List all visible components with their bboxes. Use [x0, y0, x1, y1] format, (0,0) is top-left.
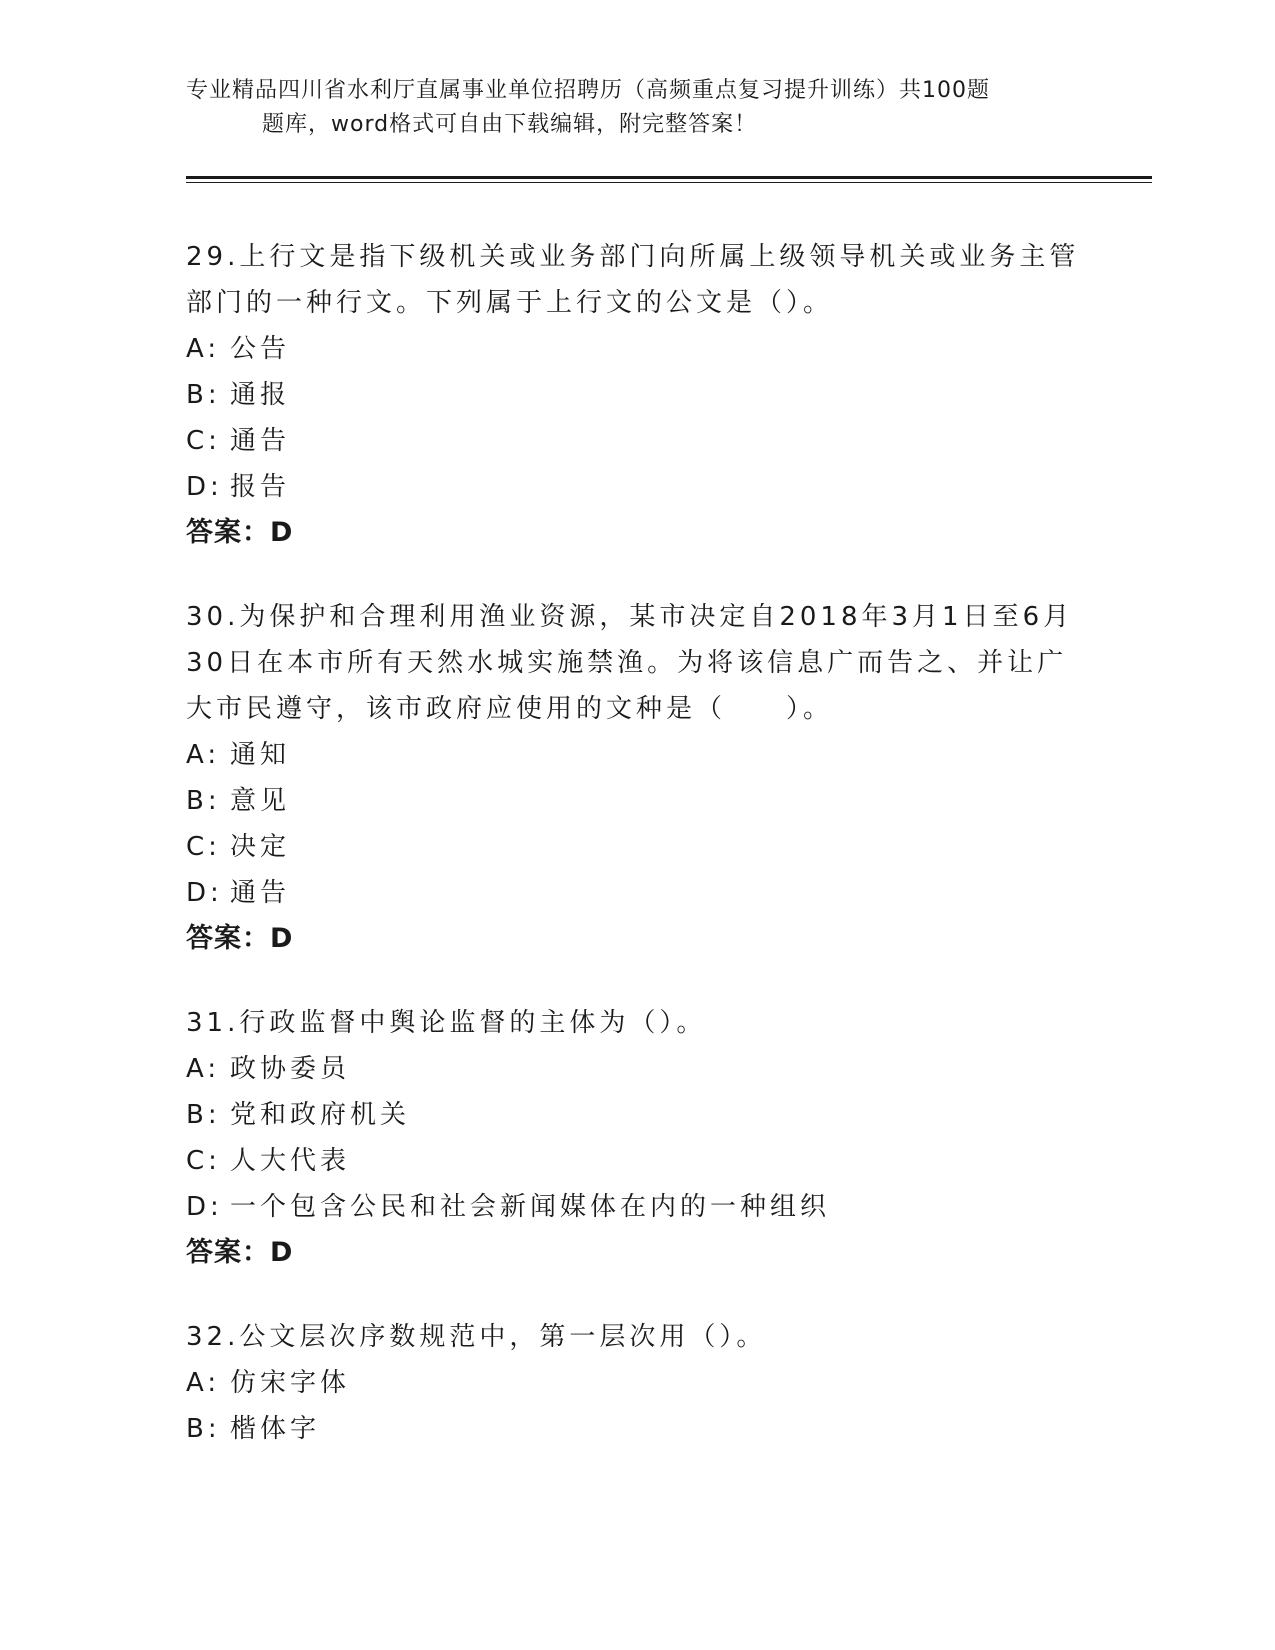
document-header	[186, 74, 1086, 142]
question-29	[186, 234, 1086, 556]
option-letter: D:	[186, 1192, 223, 1222]
header-line-1: 专业精品四川省水利厅直属事业单位招聘历（高频重点复习提升训练）共100题	[186, 78, 990, 103]
option-text: 报告	[230, 472, 291, 502]
option-text: 楷体字	[230, 1414, 321, 1444]
answer-label: 答案：D	[186, 923, 294, 954]
option-a	[186, 326, 1086, 372]
option-text: 决定	[230, 832, 291, 862]
option-letter: A:	[186, 1054, 221, 1084]
option-letter: B:	[186, 380, 221, 410]
option-text: 党和政府机关	[230, 1100, 411, 1130]
option-a	[186, 1360, 1086, 1406]
question-list	[186, 234, 1086, 1490]
option-letter: A:	[186, 1368, 221, 1398]
option-text: 仿宋字体	[230, 1368, 351, 1398]
option-text: 公告	[230, 334, 291, 364]
option-a	[186, 1046, 1086, 1092]
option-text: 政协委员	[230, 1054, 351, 1084]
option-letter: C:	[186, 832, 221, 862]
header-line-2: 题库，word格式可自由下载编辑，附完整答案！	[262, 112, 758, 137]
question-stem: 32.公文层次序数规范中，第一层次用（）。	[186, 1322, 767, 1352]
option-letter: C:	[186, 1146, 221, 1176]
header-divider-thin	[186, 182, 1152, 183]
option-d	[186, 464, 1086, 510]
option-b	[186, 1092, 1086, 1138]
option-a	[186, 732, 1086, 778]
question-stem: 30.为保护和合理利用渔业资源，某市决定自2018年3月1日至6月30日在本市所有天然水城实施禁渔。为将该信息广而告之、并让广大市民遵守，该市政府应使用的文种是（ ）。	[186, 602, 1074, 724]
option-b	[186, 372, 1086, 418]
option-letter: D:	[186, 472, 223, 502]
question-stem: 29.上行文是指下级机关或业务部门向所属上级领导机关或业务主管部门的一种行文。下列属于上行文的公文是（）。	[186, 242, 1080, 318]
option-c	[186, 824, 1086, 870]
option-text: 一个包含公民和社会新闻媒体在内的一种组织	[230, 1192, 831, 1222]
option-d	[186, 870, 1086, 916]
option-text: 人大代表	[230, 1146, 351, 1176]
answer-label: 答案：D	[186, 1237, 294, 1268]
option-text: 通告	[230, 878, 291, 908]
question-31	[186, 1000, 1086, 1276]
question-stem: 31.行政监督中舆论监督的主体为（）。	[186, 1008, 707, 1038]
option-text: 通报	[230, 380, 291, 410]
option-text: 通知	[230, 740, 291, 770]
option-letter: C:	[186, 426, 221, 456]
option-letter: A:	[186, 334, 221, 364]
header-divider-thick	[186, 176, 1152, 179]
option-text: 通告	[230, 426, 291, 456]
option-b	[186, 1406, 1086, 1452]
option-c	[186, 1138, 1086, 1184]
option-letter: A:	[186, 740, 221, 770]
option-letter: B:	[186, 1414, 221, 1444]
question-30	[186, 594, 1086, 962]
answer-label: 答案：D	[186, 517, 294, 548]
option-text: 意见	[230, 786, 291, 816]
option-b	[186, 778, 1086, 824]
option-letter: B:	[186, 786, 221, 816]
option-c	[186, 418, 1086, 464]
option-d	[186, 1184, 1086, 1230]
option-letter: B:	[186, 1100, 221, 1130]
option-letter: D:	[186, 878, 223, 908]
question-32	[186, 1314, 1086, 1452]
